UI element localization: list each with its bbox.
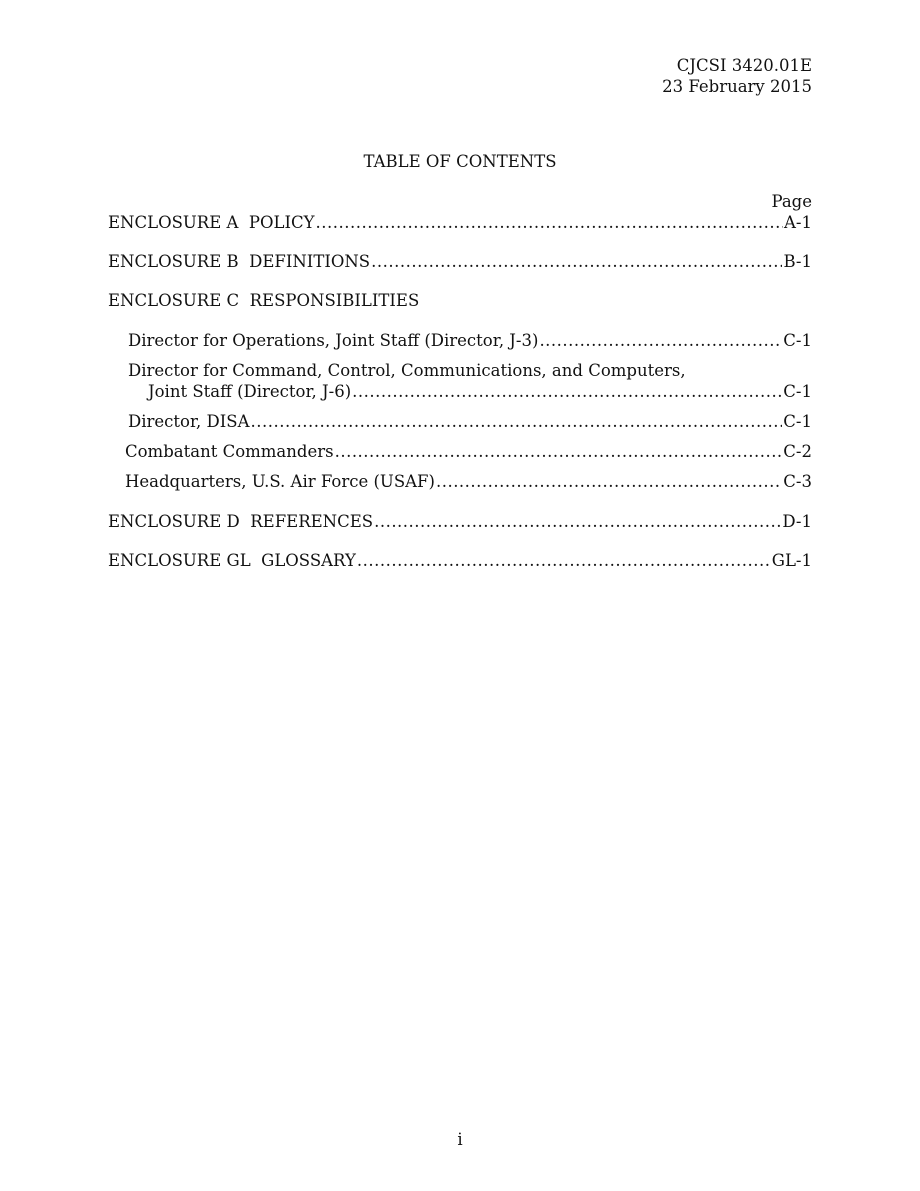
toc-entry-enclosure-a[interactable] (108, 212, 812, 233)
toc-entry-label: ENCLOSURE D REFERENCES (108, 512, 374, 531)
toc-entry-page: C-3 (783, 472, 812, 491)
toc-entry-label: Director, DISA (128, 412, 250, 431)
dot-leader (316, 212, 783, 233)
toc-entry-page: C-2 (783, 442, 812, 461)
toc-entry-page: GL-1 (771, 551, 812, 570)
page-title: TABLE OF CONTENTS (363, 152, 557, 171)
toc-entry-label: Director for Operations, Joint Staff (Director, J-3) (128, 331, 539, 350)
dot-leader (335, 441, 783, 462)
toc-entry-enclosure-b[interactable] (108, 251, 812, 272)
dot-leader (374, 511, 781, 532)
toc-entry-label: Joint Staff (Director, J-6) (148, 382, 352, 401)
toc-entry-page: C-1 (783, 382, 812, 401)
toc-entry-label: ENCLOSURE GL GLOSSARY (108, 551, 356, 570)
dot-leader (357, 550, 771, 571)
dot-leader (251, 411, 783, 432)
toc-entry-label: ENCLOSURE B DEFINITIONS (108, 252, 371, 271)
toc-entry-label: ENCLOSURE A POLICY (108, 213, 315, 232)
dot-leader (436, 471, 782, 492)
document-date: 23 February 2015 (662, 77, 812, 96)
toc-heading-enclosure-c: ENCLOSURE C RESPONSIBILITIES (108, 291, 420, 310)
toc-entry-director-disa[interactable] (128, 411, 812, 432)
page-number: i (457, 1130, 463, 1149)
toc-entry-page: A-1 (784, 213, 812, 232)
toc-entry-director-j6[interactable] (148, 381, 812, 402)
document-header (662, 55, 812, 97)
toc-entry-director-j3[interactable] (128, 330, 812, 351)
dot-leader (371, 251, 782, 272)
toc-entry-page: B-1 (783, 252, 812, 271)
toc-entry-page: D-1 (782, 512, 812, 531)
toc-entry-hq-usaf[interactable] (125, 471, 812, 492)
page-column-label: Page (771, 192, 812, 211)
toc-entry-enclosure-d[interactable] (108, 511, 812, 532)
toc-entry-director-j6-line1[interactable]: Director for Command, Control, Communications, and Computers, (128, 361, 686, 380)
toc-entry-page: C-1 (783, 412, 812, 431)
dot-leader (352, 381, 782, 402)
dot-leader (539, 330, 782, 351)
toc-entry-label: Headquarters, U.S. Air Force (USAF) (125, 472, 435, 491)
toc-entry-combatant-commanders[interactable] (125, 441, 812, 462)
toc-entry-label: Combatant Commanders (125, 442, 334, 461)
toc-entry-enclosure-gl[interactable] (108, 550, 812, 571)
toc-entry-page: C-1 (783, 331, 812, 350)
document-id: CJCSI 3420.01E (676, 56, 812, 75)
